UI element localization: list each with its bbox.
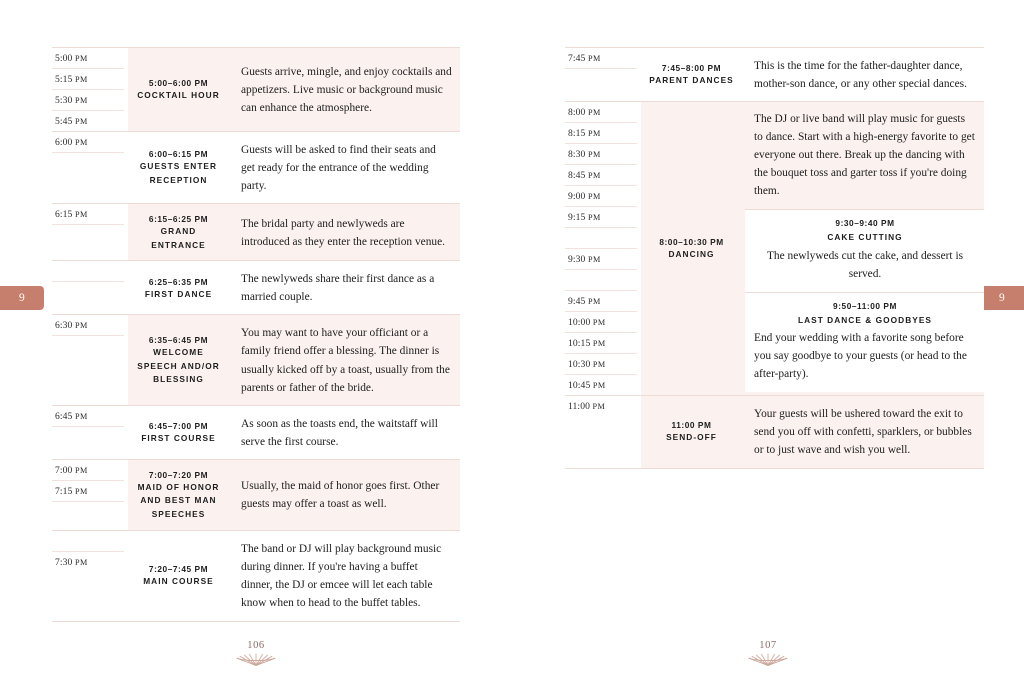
event-title-cell	[128, 315, 232, 405]
event-time-range: 6:45–7:00 PM	[148, 420, 209, 431]
timeline-row	[52, 261, 460, 315]
time-label: 8:45 PM	[565, 165, 641, 186]
time-gutter	[52, 48, 128, 132]
time-gutter	[52, 261, 128, 315]
event-title-cell	[641, 102, 745, 396]
event-time-range: 9:30–9:40 PM	[835, 218, 895, 229]
time-label: 5:15 PM	[52, 69, 128, 90]
event-description: The newlyweds share their first dance as a married couple.	[241, 273, 435, 304]
event-time-range: 6:00–6:15 PM	[148, 149, 209, 160]
event-time-range: 7:45–8:00 PM	[661, 63, 722, 74]
event-name: SEND-OFF	[666, 432, 717, 443]
event-name: PARENT DANCES	[649, 75, 734, 86]
time-label: 7:15 PM	[52, 481, 128, 502]
event-name: DANCING	[668, 249, 715, 260]
time-gutter	[52, 315, 128, 405]
time-label: 9:15 PM	[565, 207, 641, 228]
event-title-cell	[128, 261, 232, 315]
timeline-row	[52, 406, 460, 460]
time-label: 5:30 PM	[52, 90, 128, 111]
time-label: 9:45 PM	[565, 291, 641, 312]
time-gutter	[565, 102, 641, 396]
folio-left	[0, 640, 512, 667]
event-description: The bridal party and newlyweds are introduced as they enter the reception venue.	[241, 217, 445, 248]
event-title-cell	[128, 48, 232, 132]
time-gutter	[52, 204, 128, 261]
event-name: GUESTS ENTER RECEPTION	[139, 161, 218, 186]
time-slot-empty	[52, 531, 128, 552]
time-label: 7:45 PM	[565, 48, 641, 69]
event-name: GRAND ENTRANCE	[151, 226, 206, 250]
folio-right	[512, 640, 1024, 667]
page-number-right: 107	[759, 640, 777, 651]
time-gutter	[565, 48, 641, 102]
time-label: 7:00 PM	[52, 460, 128, 481]
time-label: 5:00 PM	[52, 48, 128, 69]
time-label: 6:00 PM	[52, 132, 128, 153]
event-name: LAST DANCE & GOODBYES	[797, 314, 933, 325]
time-label: 5:45 PM	[52, 111, 128, 132]
timeline-row	[52, 531, 460, 621]
timeline-row	[52, 460, 460, 531]
event-time-range: 9:50–11:00 PM	[833, 300, 897, 311]
event-time-range: 6:35–6:45 PM	[148, 334, 209, 345]
time-gutter	[52, 460, 128, 531]
timeline-row	[565, 396, 984, 468]
timeline-table-right	[565, 47, 984, 469]
event-title-cell	[128, 460, 232, 531]
event-title-cell	[641, 396, 745, 468]
time-slot-empty	[565, 228, 641, 249]
event-name: FIRST DANCE	[144, 288, 213, 299]
event-description: As soon as the toasts end, the waitstaff will serve the first course.	[241, 417, 438, 448]
time-label: 6:15 PM	[52, 204, 128, 225]
event-name: MAID OF HONOR AND BEST MAN SPEECHES	[137, 481, 220, 519]
event-description: The newlyweds cut the cake, and dessert is served.	[766, 249, 964, 280]
time-label: 10:45 PM	[565, 375, 641, 396]
page-number-left: 106	[247, 640, 265, 651]
event-description: End your wedding with a favorite song before you say goodbye to your guests (or head to the after-party).	[754, 332, 967, 381]
event-time-range: 6:25–6:35 PM	[148, 276, 209, 287]
time-slot-empty	[52, 261, 128, 282]
chapter-tab-right[interactable]: 9	[980, 286, 1024, 310]
time-label: 9:30 PM	[565, 249, 641, 270]
time-label: 6:45 PM	[52, 406, 128, 427]
nested-event-block	[745, 209, 984, 292]
time-label: 10:30 PM	[565, 354, 641, 375]
time-gutter	[52, 406, 128, 460]
event-title-cell	[641, 48, 745, 102]
fan-ornament-icon	[747, 653, 789, 667]
time-label: 10:15 PM	[565, 333, 641, 354]
time-slot-empty	[565, 270, 641, 291]
timeline-row	[565, 48, 984, 102]
timeline-row	[565, 102, 984, 396]
time-label: 8:30 PM	[565, 144, 641, 165]
nested-event-block	[745, 292, 984, 393]
event-description: Usually, the maid of honor goes first. Other guests may offer a toast as well.	[241, 480, 440, 511]
right-page	[512, 0, 1024, 683]
event-time-range: 11:00 PM	[671, 420, 712, 431]
event-description: Guests will be asked to find their seats and get ready for the entrance of the wedding party.	[241, 144, 436, 193]
time-label: 6:30 PM	[52, 315, 128, 336]
event-time-range: 6:15–6:25 PM	[148, 214, 209, 225]
event-description: You may want to have your officiant or a family friend offer a blessing. The dinner is usually kicked off by a toast, usually from the parents or father of the bride.	[241, 327, 450, 394]
time-label: 7:30 PM	[55, 556, 88, 568]
time-label: 9:00 PM	[565, 186, 641, 207]
event-name: CAKE CUTTING	[827, 232, 903, 243]
event-title-cell	[128, 132, 232, 204]
chapter-tab-left[interactable]: 9	[0, 286, 44, 310]
time-label: 8:00 PM	[565, 102, 641, 123]
event-description: Guests arrive, mingle, and enjoy cocktails and appetizers. Live music or background music can enhance the atmosphere.	[241, 65, 452, 114]
event-name: WELCOME SPEECH AND/OR BLESSING	[137, 346, 220, 385]
nested-event-stack	[745, 102, 984, 396]
timeline-row	[52, 48, 460, 132]
timeline-row	[52, 204, 460, 261]
event-time-range: 7:00–7:20 PM	[148, 469, 209, 480]
event-name: FIRST COURSE	[141, 432, 216, 443]
time-label: 10:00 PM	[565, 312, 641, 333]
nested-event-block	[745, 102, 984, 209]
timeline-row	[52, 132, 460, 204]
event-title-cell	[128, 531, 232, 621]
fan-ornament-icon	[235, 653, 277, 667]
time-gutter	[52, 531, 128, 621]
time-gutter	[565, 396, 641, 468]
event-title-cell	[128, 204, 232, 261]
time-gutter	[52, 132, 128, 204]
event-time-range: 5:00–6:00 PM	[148, 78, 209, 89]
event-description: The DJ or live band will play music for guests to dance. Start with a high-energy favorite to get everyone out there. Break up the dancing with the bouquet toss and garter toss if you're doing them.	[754, 113, 975, 198]
event-time-range: 7:20–7:45 PM	[148, 563, 209, 574]
event-time-range: 8:00–10:30 PM	[659, 237, 724, 248]
event-description: The band or DJ will play background music during dinner. If you're having a buffet dinner, the DJ or emcee will let each table know when to head to the buffet tables.	[241, 542, 442, 609]
event-name: MAIN COURSE	[143, 575, 214, 586]
event-name: COCKTAIL HOUR	[137, 90, 220, 101]
event-description: This is the time for the father-daughter dance, mother-son dance, or any other special dances.	[754, 60, 967, 91]
timeline-table-left	[52, 47, 460, 622]
event-title-cell	[128, 406, 232, 460]
time-label: 8:15 PM	[565, 123, 641, 144]
event-description: Your guests will be ushered toward the exit to send you off with confetti, sparklers, or bubbles or to just wave and wish you well.	[754, 408, 972, 457]
timeline-row	[52, 315, 460, 405]
time-label: 11:00 PM	[568, 401, 606, 413]
